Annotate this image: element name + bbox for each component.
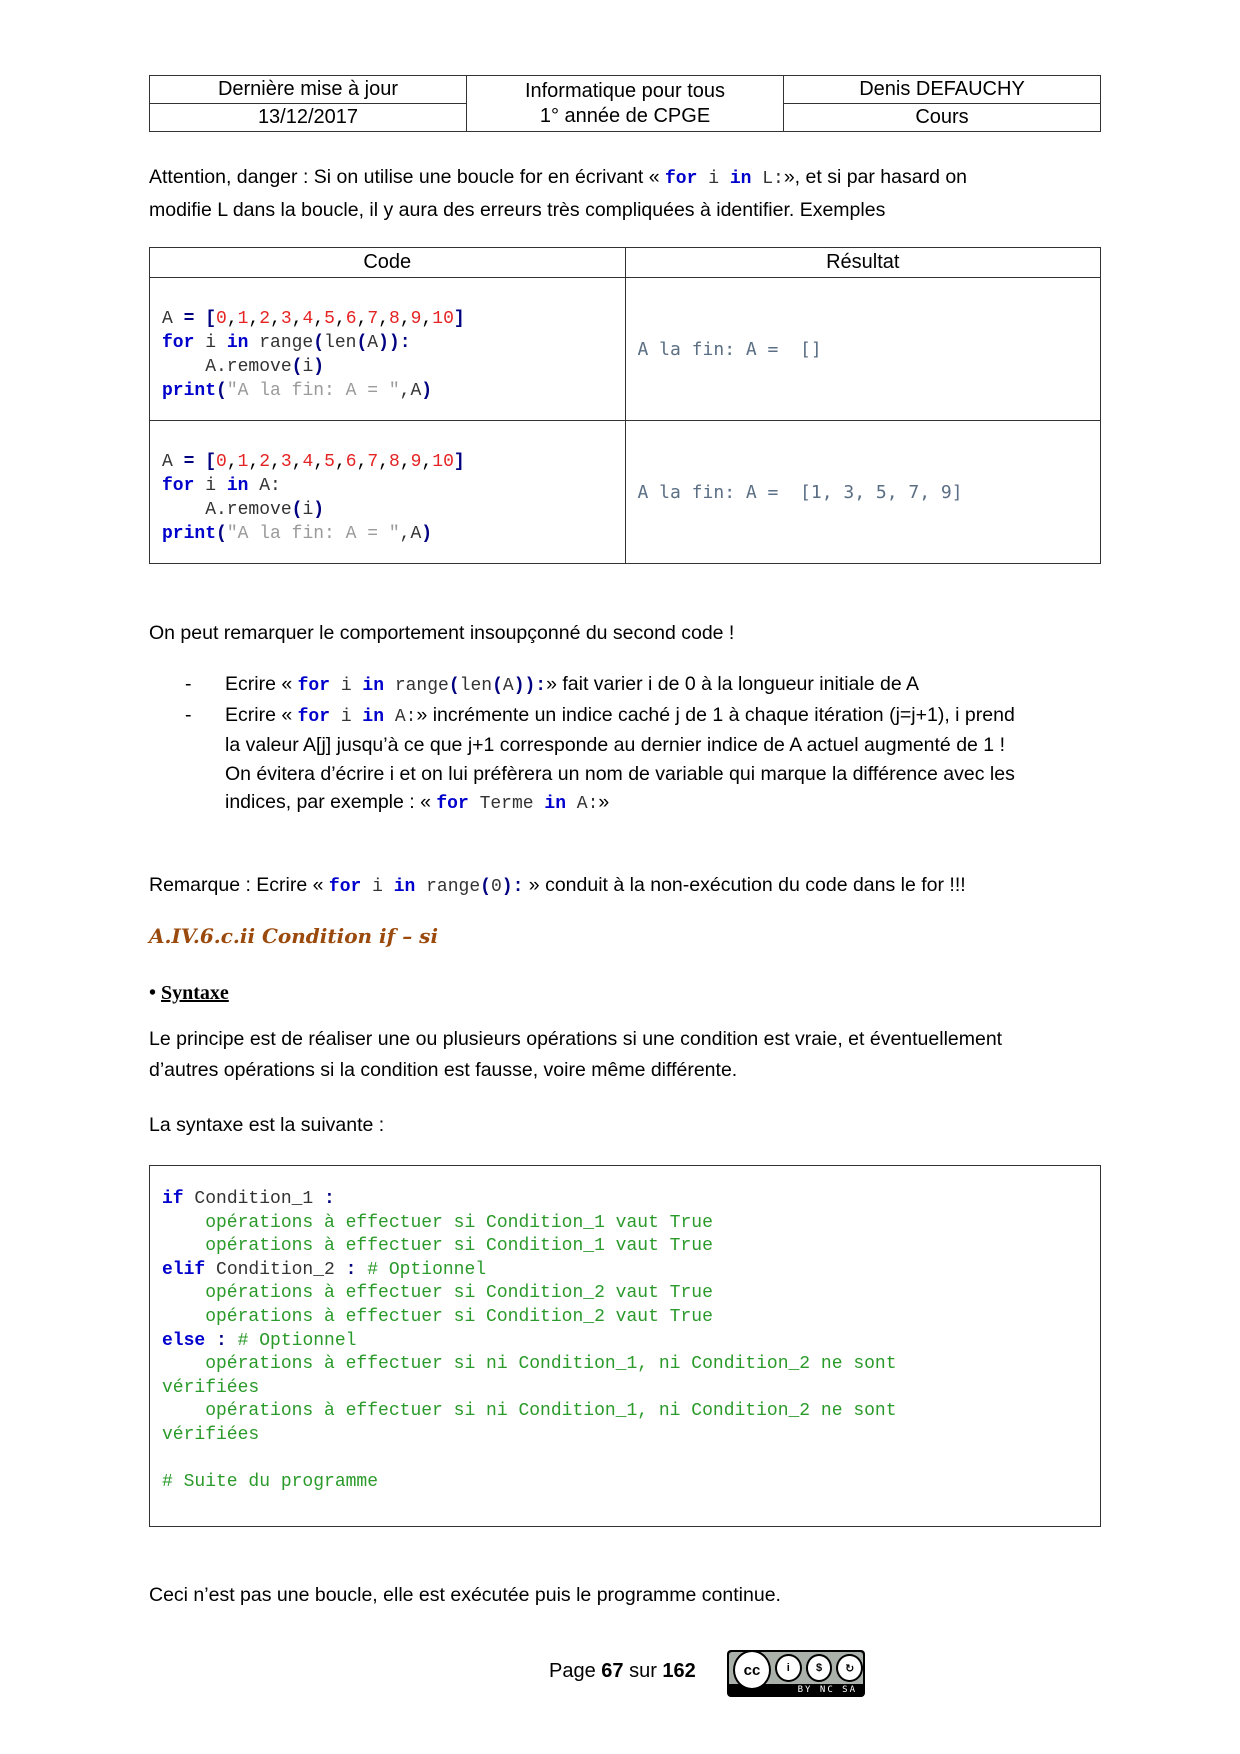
- header-author: Denis DEFAUCHY: [784, 76, 1101, 104]
- list-item: - Ecrire « for i in A:» incrémente un indice caché j de 1 à chaque itération (j=j+1), i prend la valeur A[j] jusqu’à ce que j+1 corresponde au dernier indice de A actuel augmenté de 1 ! On évitera d’écrire i et on lui préfèrera un nom de variable qui marque la différence avec les indices, par exemple : « for Terme in A:»: [185, 703, 1015, 814]
- table-row: [150, 278, 1101, 421]
- result-output: A la fin: A = [1, 3, 5, 7, 9]: [637, 481, 963, 503]
- header-date: 13/12/2017: [150, 104, 467, 132]
- result-cell: [625, 421, 1101, 564]
- code-result-table: [149, 247, 1101, 564]
- header-last-update-label: Dernière mise à jour: [150, 76, 467, 104]
- creative-commons-license-badge: [727, 1650, 865, 1697]
- remark-paragraph: On peut remarquer le comportement insoupçonné du second code !: [149, 622, 735, 644]
- bullet-list: [185, 670, 1101, 819]
- header-course-level: 1° année de CPGE: [539, 104, 711, 127]
- license-label: BY NC SA: [797, 1685, 857, 1695]
- code-cell: [150, 278, 626, 421]
- nc-icon: $: [806, 1654, 833, 1682]
- result-cell: [625, 278, 1101, 421]
- header-course-title: Informatique pour tous: [524, 79, 726, 102]
- sa-icon: ↻: [836, 1654, 863, 1682]
- code-cell: [150, 421, 626, 564]
- page-number: Page 67 sur 162: [549, 1660, 696, 1682]
- section-title: A.IV.6.c.ii Condition if – si: [149, 924, 439, 948]
- principle-paragraph: Le principe est de réaliser une ou plusieurs opérations si une condition est vraie, et éventuellement d’autres opérations si la condition est fausse, voire même différente.: [149, 1028, 1003, 1081]
- syntax-intro: La syntaxe est la suivante :: [149, 1114, 385, 1136]
- code-block-range: A = [0,1,2,3,4,5,6,7,8,9,10] for i in range(len(A)): A.remove(i) print("A la fin: A = ",A): [162, 309, 465, 401]
- list-item: - Ecrire « for i in range(len(A)):» fait varier i de 0 à la longueur initiale de A: [185, 673, 920, 696]
- column-header-result: Résultat: [625, 248, 1101, 278]
- cc-icon: cc: [733, 1650, 771, 1690]
- code-block-direct: A = [0,1,2,3,4,5,6,7,8,9,10] for i in A: A.remove(i) print("A la fin: A = ",A): [162, 452, 465, 544]
- header-table: [149, 75, 1101, 132]
- intro-paragraph: Attention, danger : Si on utilise une boucle for en écrivant « for i in L:», et si par hasard on modifie L dans la boucle, il y aura des erreurs très compliquées à identifier. Exemples: [149, 166, 968, 221]
- column-header-code: Code: [150, 248, 626, 278]
- result-output: A la fin: A = []: [637, 338, 822, 360]
- by-icon: i: [775, 1654, 802, 1682]
- remark-range-zero: Remarque : Ecrire « for i in range(0): » conduit à la non-exécution du code dans le for !!!: [149, 874, 966, 897]
- syntax-code-block: if Condition_1 : opérations à effectuer si Condition_1 vaut True opérations à effectuer si Condition_1 vaut True elif Condition_2 : # Optionnel opérations à effectuer si Condition_2 vaut True opérations à effectuer si Condition_2 vaut True else : # Optionnel opérations à effectuer si ni Condition_1, ni Condition_2 ne sont vérifiées opérations à effectuer si ni Condition_1, ni Condition_2 ne sont vérifiées # Suite du programme: [149, 1165, 1101, 1527]
- header-course: [467, 76, 784, 132]
- table-row: [150, 421, 1101, 564]
- conclusion-paragraph: Ceci n’est pas une boucle, elle est exécutée puis le programme continue.: [149, 1584, 781, 1606]
- header-doc-type: Cours: [784, 104, 1101, 132]
- subsection-heading: • Syntaxe: [149, 982, 229, 1004]
